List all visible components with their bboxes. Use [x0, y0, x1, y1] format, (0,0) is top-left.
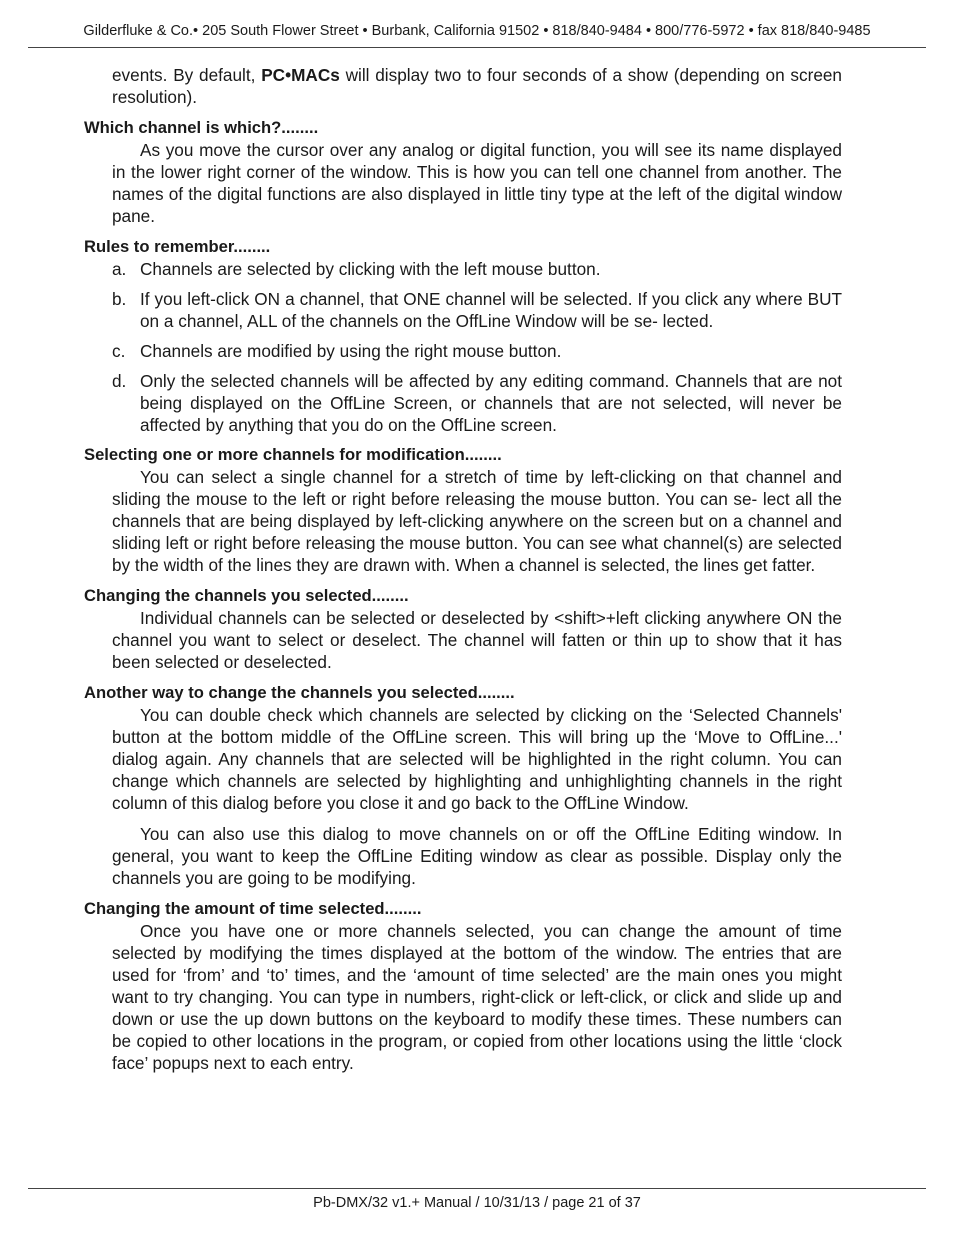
intro-paragraph: events. By default, PC•MACs will display two to four seconds of a show (depending on screen resolution).: [112, 65, 842, 107]
list-item: [112, 370, 842, 436]
list-item: [112, 288, 842, 332]
page-footer: Pb-DMX/32 v1.+ Manual / 10/31/13 / page 21 of 37: [28, 1188, 926, 1211]
section-paragraph: Once you have one or more channels selected, you can change the amount of time selected by modifying the times displayed at the bottom of the window. The entries that are used for ‘from’ and ‘to’ times, and the ‘amount of time selected’ are the main ones you might want to try changing. You can type in numbers, right-click or left-click, or click and slide up and down or use the up down buttons on the keyboard to modify these times. These numbers can be copied to other locations in the program, or copied from other locations using the little ‘clock face’ popups next to each entry.: [112, 921, 842, 1073]
section-heading-channel-which: Which channel is which?........: [84, 118, 319, 137]
list-text: Channels are selected by clicking with the left mouse button.: [140, 259, 601, 279]
section-paragraph: As you move the cursor over any analog or digital function, you will see its name displayed in the lower right corner of the window. This is how you can tell one channel from another. The names of the digital functions are also displayed in little tiny type at the left of the digital window pane.: [112, 140, 842, 226]
section-heading-changing-channels: Changing the channels you selected........: [84, 586, 409, 605]
section-heading-selecting: Selecting one or more channels for modification........: [84, 445, 502, 464]
list-label: c.: [112, 341, 126, 361]
section-heading-rules: Rules to remember........: [84, 237, 271, 256]
product-name: PC•MACs: [261, 65, 340, 85]
section-paragraph: You can also use this dialog to move channels on or off the OffLine Editing window. In general, you want to keep the OffLine Editing window as clear as possible. Display only the channels you are going to be modifying.: [112, 824, 842, 888]
list-text: Channels are modified by using the right mouse button.: [140, 341, 562, 361]
list-text: Only the selected channels will be affected by any editing command. Channels that are not being displayed on the OffLine Screen, or channels that are not selected, will never be affected by anything that you do on the OffLine screen.: [140, 371, 842, 435]
section-paragraph: You can double check which channels are selected by clicking on the ‘Selected Channels' button at the bottom middle of the OffLine screen. This will bring up the ‘Move to OffLine...' dialog again. Any channels that are selected will be highlighted in the right column. You can change which channels are selected by highlighting and unhighlighting channels in the right column of this dialog before you close it and go back to the OffLine Window.: [112, 705, 842, 813]
section-paragraph: You can select a single channel for a stretch of time by left-clicking on that channel and sliding the mouse to the left or right before releasing the mouse button. You can se- lect all the channels that are being displayed by left-clicking anywhere on the screen but on a channel and sliding left or right before releasing the mouse button. You can see what channel(s) are selected by the width of the lines they are drawn with. When a channel is selected, the lines get fatter.: [112, 467, 842, 575]
list-label: b.: [112, 289, 127, 309]
list-item: [112, 340, 842, 362]
list-label: d.: [112, 371, 127, 391]
section-paragraph: Individual channels can be selected or deselected by <shift>+left clicking anywhere ON the channel you want to select or deselect. The channel will fatten or thin up to show that it has been selected or deselected.: [112, 608, 842, 672]
page-content: [84, 64, 842, 1083]
page-header: Gilderfluke & Co.• 205 South Flower Street • Burbank, California 91502 • 818/840-9484 • 800/776-5972 • fax 818/840-9485: [28, 21, 926, 48]
list-label: a.: [112, 259, 127, 279]
section-heading-time-selected: Changing the amount of time selected........: [84, 899, 422, 918]
section-heading-another-way: Another way to change the channels you selected........: [84, 683, 515, 702]
list-text: If you left-click ON a channel, that ONE channel will be selected. If you click any where BUT on a channel, ALL of the channels on the OffLine Window will be se- lected.: [140, 289, 842, 331]
list-item: [112, 258, 842, 280]
